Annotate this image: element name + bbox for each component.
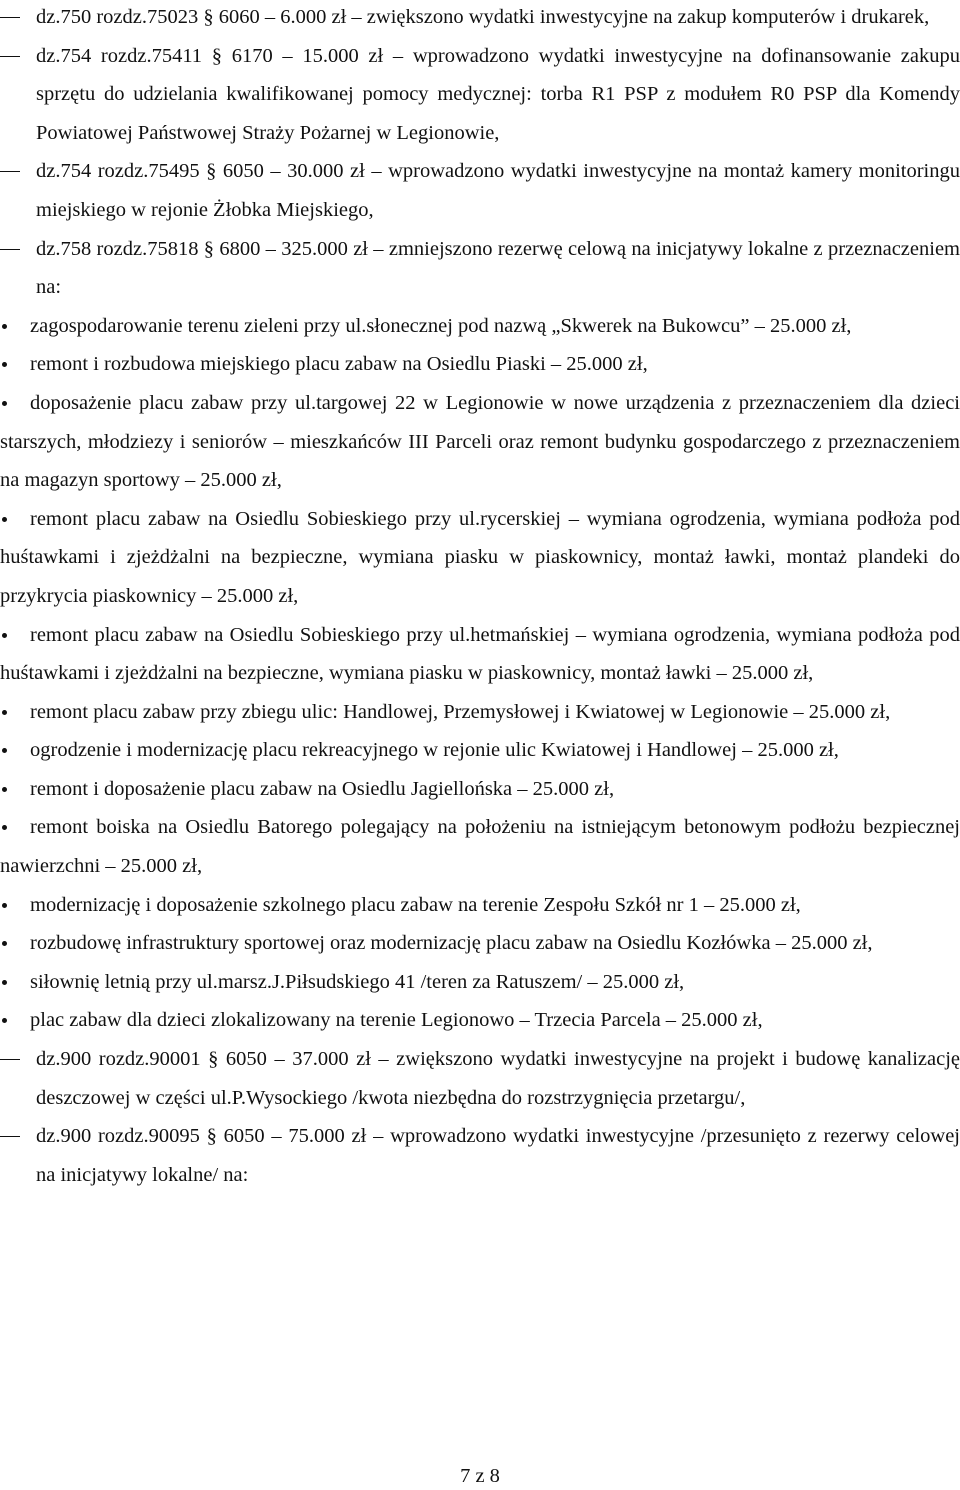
bullet-item-rycerska: remont placu zabaw na Osiedlu Sobieskiego przy ul.rycerskiej – wymiana ogrodzenia, wymiana podłoża pod huśtawkami i zjeżdżalni na bezpieczne, wymiana piasku w piaskownicy, montaż ławki, montaż plandeki do przykrycia piaskownicy – 25.000 zł, [0, 500, 960, 616]
page-number: 7 z 8 [460, 1465, 500, 1487]
bullet-item-zespol-szkol: modernizację i doposażenie szkolnego placu zabaw na terenie Zespołu Szkół nr 1 – 25.000 zł, [0, 886, 960, 925]
bullet-item-hetmanska: remont placu zabaw na Osiedlu Sobieskiego przy ul.hetmańskiej – wymiana ogrodzenia, wymiana podłoża pod huśtawkami i zjeżdżalni na bezpieczne, wymiana piasku w piaskownicy, montaż ławki – 25.000 zł, [0, 616, 960, 693]
bullet-item-jagiellonska: remont i doposażenie placu zabaw na Osiedlu Jagiellońska – 25.000 zł, [0, 770, 960, 809]
bullet-item-skwerek: zagospodarowanie terenu zieleni przy ul.słonecznej pod nazwą „Skwerek na Bukowcu” – 25.000 zł, [0, 307, 960, 346]
bullet-item-targowa: doposażenie placu zabaw przy ul.targowej 22 w Legionowie w nowe urządzenia z przeznaczeniem dla dzieci starszych, młodziezy i seniorów – mieszkańców III Parceli oraz remont budynku gospodarczego z przeznaczeniem na magazyn sportowy – 25.000 zł, [0, 384, 960, 500]
bullet-item-kwiatowa-handlowa: ogrodzenie i modernizację placu rekreacyjnego w rejonie ulic Kwiatowej i Handlowej – 25.000 zł, [0, 731, 960, 770]
dash-item-kanalizacja: dz.900 rozdz.90001 § 6050 – 37.000 zł – zwiększono wydatki inwestycyjne na projekt i budowę kanalizację deszczowej w części ul.P.Wysockiego /kwota niezbędna do rozstrzygnięcia przetargu/, [0, 1040, 960, 1117]
bullet-item-trzecia-parcela: plac zabaw dla dzieci zlokalizowany na terenie Legionowo – Trzecia Parcela – 25.000 zł, [0, 1001, 960, 1040]
dash-item-monitoring-camera: dz.754 rozdz.75495 § 6050 – 30.000 zł – wprowadzono wydatki inwestycyjne na montaż kamery monitoringu miejskiego w rejonie Żłobka Miejskiego, [0, 152, 960, 229]
bullet-item-batorego: remont boiska na Osiedlu Batorego polegający na położeniu na istniejącym betonowym podłożu bezpiecznej nawierzchni – 25.000 zł, [0, 808, 960, 885]
dash-item-medical-equipment: dz.754 rozdz.75411 § 6170 – 15.000 zł – wprowadzono wydatki inwestycyjne na dofinansowanie zakupu sprzętu do udzielania kwalifikowanej pomocy medycznej: torba R1 PSP z modułem R0 PSP dla Komendy Powiatowej Państwowej Straży Pożarnej w Legionowie, [0, 37, 960, 153]
bullet-item-handlowa-przemyslowa: remont placu zabaw przy zbiegu ulic: Handlowej, Przemysłowej i Kwiatowej w Legionowie – 25.000 zł, [0, 693, 960, 732]
dash-item-reserve-reduction: dz.758 rozdz.75818 § 6800 – 325.000 zł – zmniejszono rezerwę celową na inicjatywy lokalne z przeznaczeniem na: [0, 230, 960, 307]
bullet-item-kozlowka: rozbudowę infrastruktury sportowej oraz modernizację placu zabaw na Osiedlu Kozłówka – 25.000 zł, [0, 924, 960, 963]
bullet-item-piaski: remont i rozbudowa miejskiego placu zabaw na Osiedlu Piaski – 25.000 zł, [0, 345, 960, 384]
bullet-item-silownia: siłownię letnią przy ul.marsz.J.Piłsudskiego 41 /teren za Ratuszem/ – 25.000 zł, [0, 963, 960, 1002]
dash-item-inicjatywy: dz.900 rozdz.90095 § 6050 – 75.000 zł – wprowadzono wydatki inwestycyjne /przesunięto z rezerwy celowej na inicjatywy lokalne/ na: [0, 1117, 960, 1194]
dash-item-computers: dz.750 rozdz.75023 § 6060 – 6.000 zł – zwiększono wydatki inwestycyjne na zakup komputerów i drukarek, [0, 0, 960, 37]
